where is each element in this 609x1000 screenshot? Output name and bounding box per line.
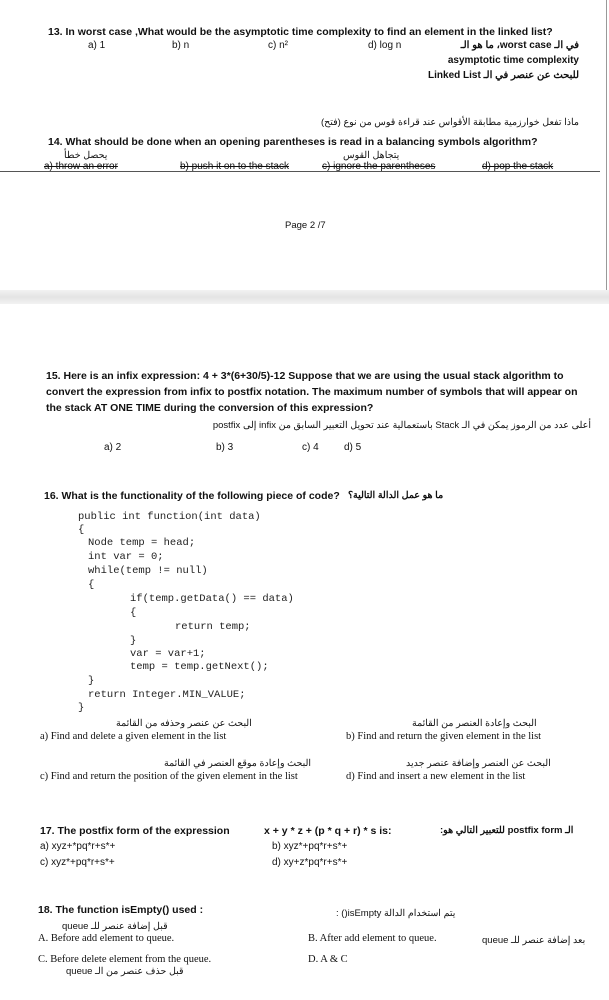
q13-arabic-2: asymptotic time complexity xyxy=(447,55,579,66)
q14-option-c: c) ignore the parentheses xyxy=(322,161,436,172)
q17-option-a: a) xyz+*pq*r+s*+ xyxy=(40,841,116,852)
q14-option-b: b) push it on to the stack xyxy=(180,161,289,172)
q15-option-d: d) 5 xyxy=(344,442,362,453)
page-edge xyxy=(606,0,607,300)
q16-arabic: ما هو عمل الدالة التالية؟ xyxy=(348,490,444,501)
code-line-1: public int function(int data) xyxy=(78,511,261,523)
q18-hint-a: قبل إضافة عنصر للـ queue xyxy=(62,921,168,932)
q16-question: 16. What is the functionality of the following piece of code? xyxy=(44,490,340,502)
q18-option-b: B. After add element to queue. xyxy=(308,933,437,944)
code-line-10: } xyxy=(130,635,137,647)
q18-question: 18. The function isEmpty() used : xyxy=(38,904,204,916)
q17-option-c: c) xyz*+pq*r+s*+ xyxy=(40,857,115,868)
code-line-11: var = var+1; xyxy=(130,648,206,660)
q17-option-d: d) xy+z*pq*r+s*+ xyxy=(272,857,348,868)
q14-question: 14. What should be done when an opening parentheses is read in a balancing symbols algorithm? xyxy=(48,136,538,148)
q13-option-a: a) 1 xyxy=(88,40,106,51)
page-number: Page 2 /7 xyxy=(285,220,326,231)
q16-option-a: a) Find and delete a given element in the list xyxy=(40,731,227,742)
q16-hint-a: البحث عن عنصر وحذفه من القائمة xyxy=(116,718,252,729)
q14-option-a: a) throw an error xyxy=(44,161,118,172)
q13-option-b: b) n xyxy=(172,40,190,51)
page-break xyxy=(0,290,609,304)
q13-arabic-1: في الـ worst case، ما هو الـ xyxy=(460,40,579,51)
q15-line-2: convert the expression from infix to postfix notation. The maximum number of symbols that will appear on xyxy=(46,386,578,398)
q15-option-c: c) 4 xyxy=(302,442,319,453)
q13-option-c: c) n² xyxy=(268,40,288,51)
q13-arabic-3: للبحث عن عنصر في الـ Linked List xyxy=(428,70,579,81)
code-line-3: Node temp = head; xyxy=(88,537,196,549)
q15-line-1: 15. Here is an infix expression: 4 + 3*(6+30/5)-12 Suppose that we are using the usual stack algorithm to xyxy=(46,370,564,382)
q16-option-c: c) Find and return the position of the given element in the list xyxy=(40,771,298,782)
code-line-13: } xyxy=(88,675,95,687)
q18-option-a: A. Before add element to queue. xyxy=(38,933,175,944)
q17-expression: x + y * z + (p * q + r) * s is: xyxy=(264,825,392,837)
q16-option-d: d) Find and insert a new element in the list xyxy=(346,771,526,782)
q15-option-b: b) 3 xyxy=(216,442,234,453)
q13-option-d: d) log n xyxy=(368,40,402,51)
code-line-15: } xyxy=(78,702,85,714)
code-line-6: { xyxy=(88,579,95,591)
q14-hint-a: يحصل خطأ xyxy=(64,150,108,161)
q13-question: 13. In worst case ,What would be the asymptotic time complexity to find an element in the linked list? xyxy=(48,26,553,38)
code-line-2: { xyxy=(78,524,85,536)
q16-hint-d: البحث عن العنصر وإضافة عنصر جديد xyxy=(406,758,551,769)
q16-hint-c: البحث وإعادة موقع العنصر في القائمة xyxy=(164,758,312,769)
q15-arabic: أعلى عدد من الرموز يمكن في الـ Stack باستعمالية عند تحويل التعبير السابق من infix إلى postfix xyxy=(212,420,591,431)
q17-option-b: b) xyz*+pq*r+s*+ xyxy=(272,841,348,852)
q15-option-a: a) 2 xyxy=(104,442,122,453)
code-line-8: { xyxy=(130,607,137,619)
q16-option-b: b) Find and return the given element in the list xyxy=(346,731,542,742)
code-line-14: return Integer.MIN_VALUE; xyxy=(88,689,246,701)
q18-arabic: يتم استخدام الدالة isEmpty() : xyxy=(336,908,456,919)
q14-hint-c: يتجاهل القوس xyxy=(343,150,400,161)
q14-option-d: d) pop the stack xyxy=(482,161,554,172)
q16-hint-b: البحث وإعادة العنصر من القائمة xyxy=(412,718,537,729)
code-line-12: temp = temp.getNext(); xyxy=(130,661,269,673)
q14-divider-line xyxy=(0,171,600,172)
code-line-9: return temp; xyxy=(175,621,251,633)
q18-hint-b: بعد إضافة عنصر للـ queue xyxy=(482,935,586,946)
q18-option-c: C. Before delete element from the queue. xyxy=(38,954,212,965)
code-line-4: int var = 0; xyxy=(88,551,164,563)
code-line-5: while(temp != null) xyxy=(88,565,208,577)
q18-option-d: D. A & C xyxy=(308,954,348,965)
code-line-7: if(temp.getData() == data) xyxy=(130,593,294,605)
q18-hint-c: قبل حذف عنصر من الـ queue xyxy=(66,966,184,977)
q15-line-3: the stack AT ONE TIME during the conversion of this expression? xyxy=(46,402,374,414)
q17-question: 17. The postfix form of the expression xyxy=(40,825,230,837)
q17-arabic: الـ postfix form للتعبير التالي هو: xyxy=(440,825,574,836)
q14-arabic-title: ماذا تفعل خوارزمية مطابقة الأقواس عند قراءة قوس من نوع (فتح) xyxy=(320,117,579,128)
